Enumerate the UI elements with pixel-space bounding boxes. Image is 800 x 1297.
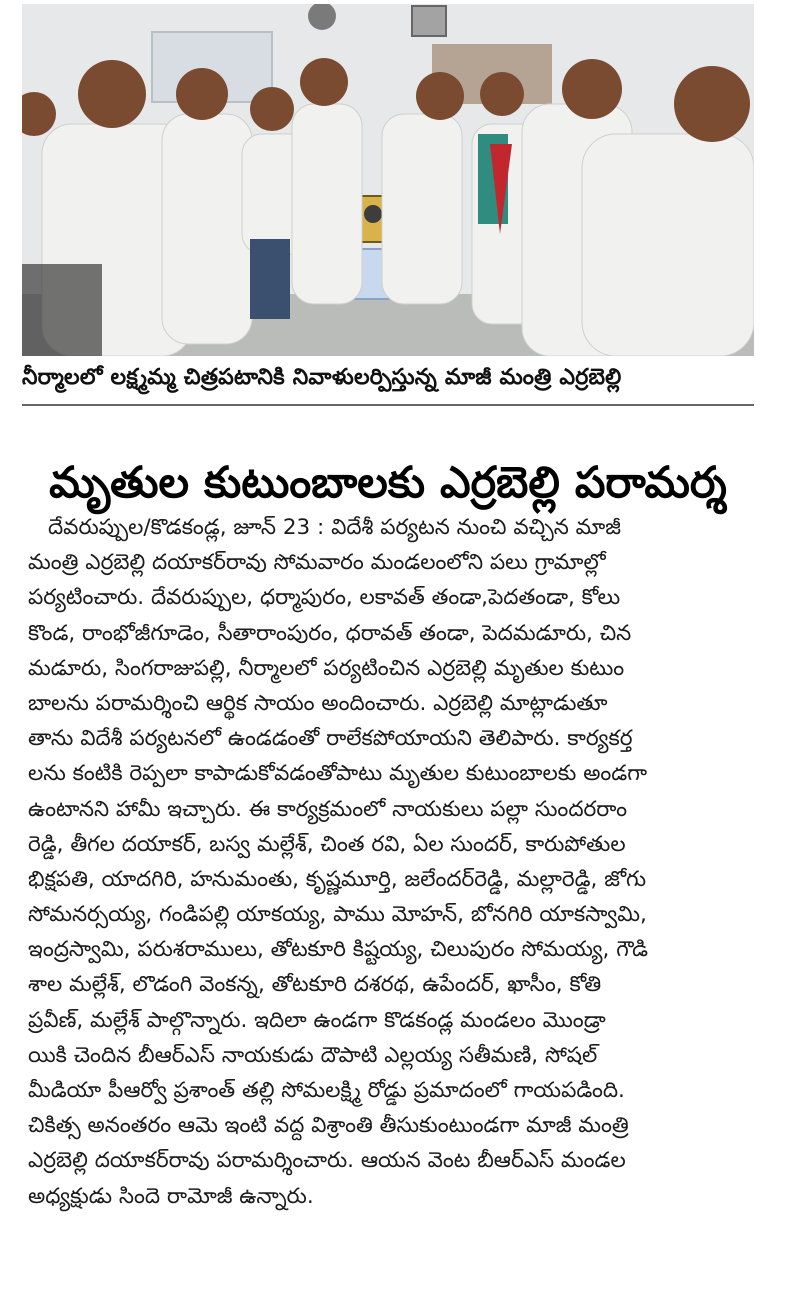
body-line: రెడ్డి, తీగల దయాకర్, బస్వ మల్లేశ్, చింత రవి, ఏల సుందర్, కారుపోతుల (28, 831, 626, 857)
body-line: శాల మల్లేశ్, లొడంగి వెంకన్న, తోటకూరి దశరథ, ఉపేందర్, ఖాసీం, కోతి (28, 972, 602, 998)
body-line: ఇంద్రస్వామి, పరుశరాములు, తోటకూరి కిష్టయ్య, చిలుపురం సోమయ్య, గౌడి (28, 937, 649, 963)
body-line: అధ్యక్షుడు సిందె రామోజీ ఉన్నారు. (28, 1183, 314, 1209)
body-line: చికిత్స అనంతరం ఆమె ఇంటి వద్ద విశ్రాంతి తీసుకుంటుండగా మాజీ మంత్రి (28, 1113, 629, 1139)
body-line: మీడియా పీఆర్వో ప్రశాంత్ తల్లి సోమలక్ష్మి రోడ్డు ప్రమాదంలో గాయపడింది. (28, 1078, 625, 1103)
article-body (28, 510, 756, 1214)
body-line: ప్రవీణ్, మల్లేశ్ పాల్గొన్నారు. ఇదిలా ఉండగా కొడకండ్ల మండలం మొండ్రా (28, 1007, 606, 1033)
body-line: లను కంటికి రెప్పలా కాపాడుకోవడంతోపాటు మృతుల కుటుంబాలకు అండగా (28, 761, 648, 787)
body-line: పర్యటించారు. దేవరుప్పుల, ధర్మాపురం, లకావత్ తండా,పెదతండా, కోలు (28, 585, 621, 611)
body-line: సోమనర్సయ్య, గండిపల్లి యాకయ్య, పాము మోహన్, బోనగిరి యాకస్వామి, (28, 902, 647, 928)
news-photo (22, 4, 754, 356)
body-line: మంత్రి ఎర్రబెల్లి దయాకర్‌రావు సోమవారం మండలంలోని పలు గ్రామాల్లో (28, 550, 606, 576)
body-line: భిక్షపతి, యాదగిరి, హనుమంతు, కృష్ణమూర్తి, జలేందర్‌రెడ్డి, మల్లారెడ్డి, జోగు (28, 866, 647, 892)
group-photo-illustration (22, 4, 754, 356)
body-line: కొండ, రాంభోజీగూడెం, సీతారాంపురం, ధరావత్ తండా, పెదమడూరు, చిన (28, 620, 632, 646)
body-line: ఎర్రబెల్లి దయాకర్‌రావు పరామర్శించారు. ఆయన వెంట బీఆర్‌ఎస్ మండల (28, 1148, 626, 1174)
body-line: దేవరుప్పుల/కొడకండ్ల, జూన్ 23 : విదేశీ పర్యటన నుంచి వచ్చిన మాజీ (48, 515, 622, 540)
body-line: మడూరు, సింగరాజుపల్లి, నీర్మాలలో పర్యటించిన ఎర్రబెల్లి మృతుల కుటుం (28, 655, 625, 681)
body-line: తాను విదేశీ పర్యటనలో ఉండడంతో రాలేకపోయాయని తెలిపారు. కార్యకర్త (28, 726, 633, 752)
body-line: యికి చెందిన బీఆర్‌ఎస్ నాయకుడు దౌపాటి ఎల్లయ్య సతీమణి, సోషల్ (28, 1042, 598, 1068)
body-line: బాలను పరామర్శించి ఆర్థిక సాయం అందించారు. ఎర్రబెల్లి మాట్లాడుతూ (28, 690, 608, 716)
article-headline: మృతుల కుటుంబాలకు ఎర్రబెల్లి పరామర్శ (49, 457, 727, 508)
body-line: ఉంటానని హామీ ఇచ్చారు. ఈ కార్యక్రమంలో నాయకులు పల్లా సుందరరాం (28, 796, 628, 822)
photo-caption: నీర్మాలలో లక్ష్మమ్మ చిత్రపటానికి నివాళులర్పిస్తున్న మాజీ మంత్రి ఎర్రబెల్లి (22, 365, 622, 390)
caption-divider (22, 404, 754, 406)
